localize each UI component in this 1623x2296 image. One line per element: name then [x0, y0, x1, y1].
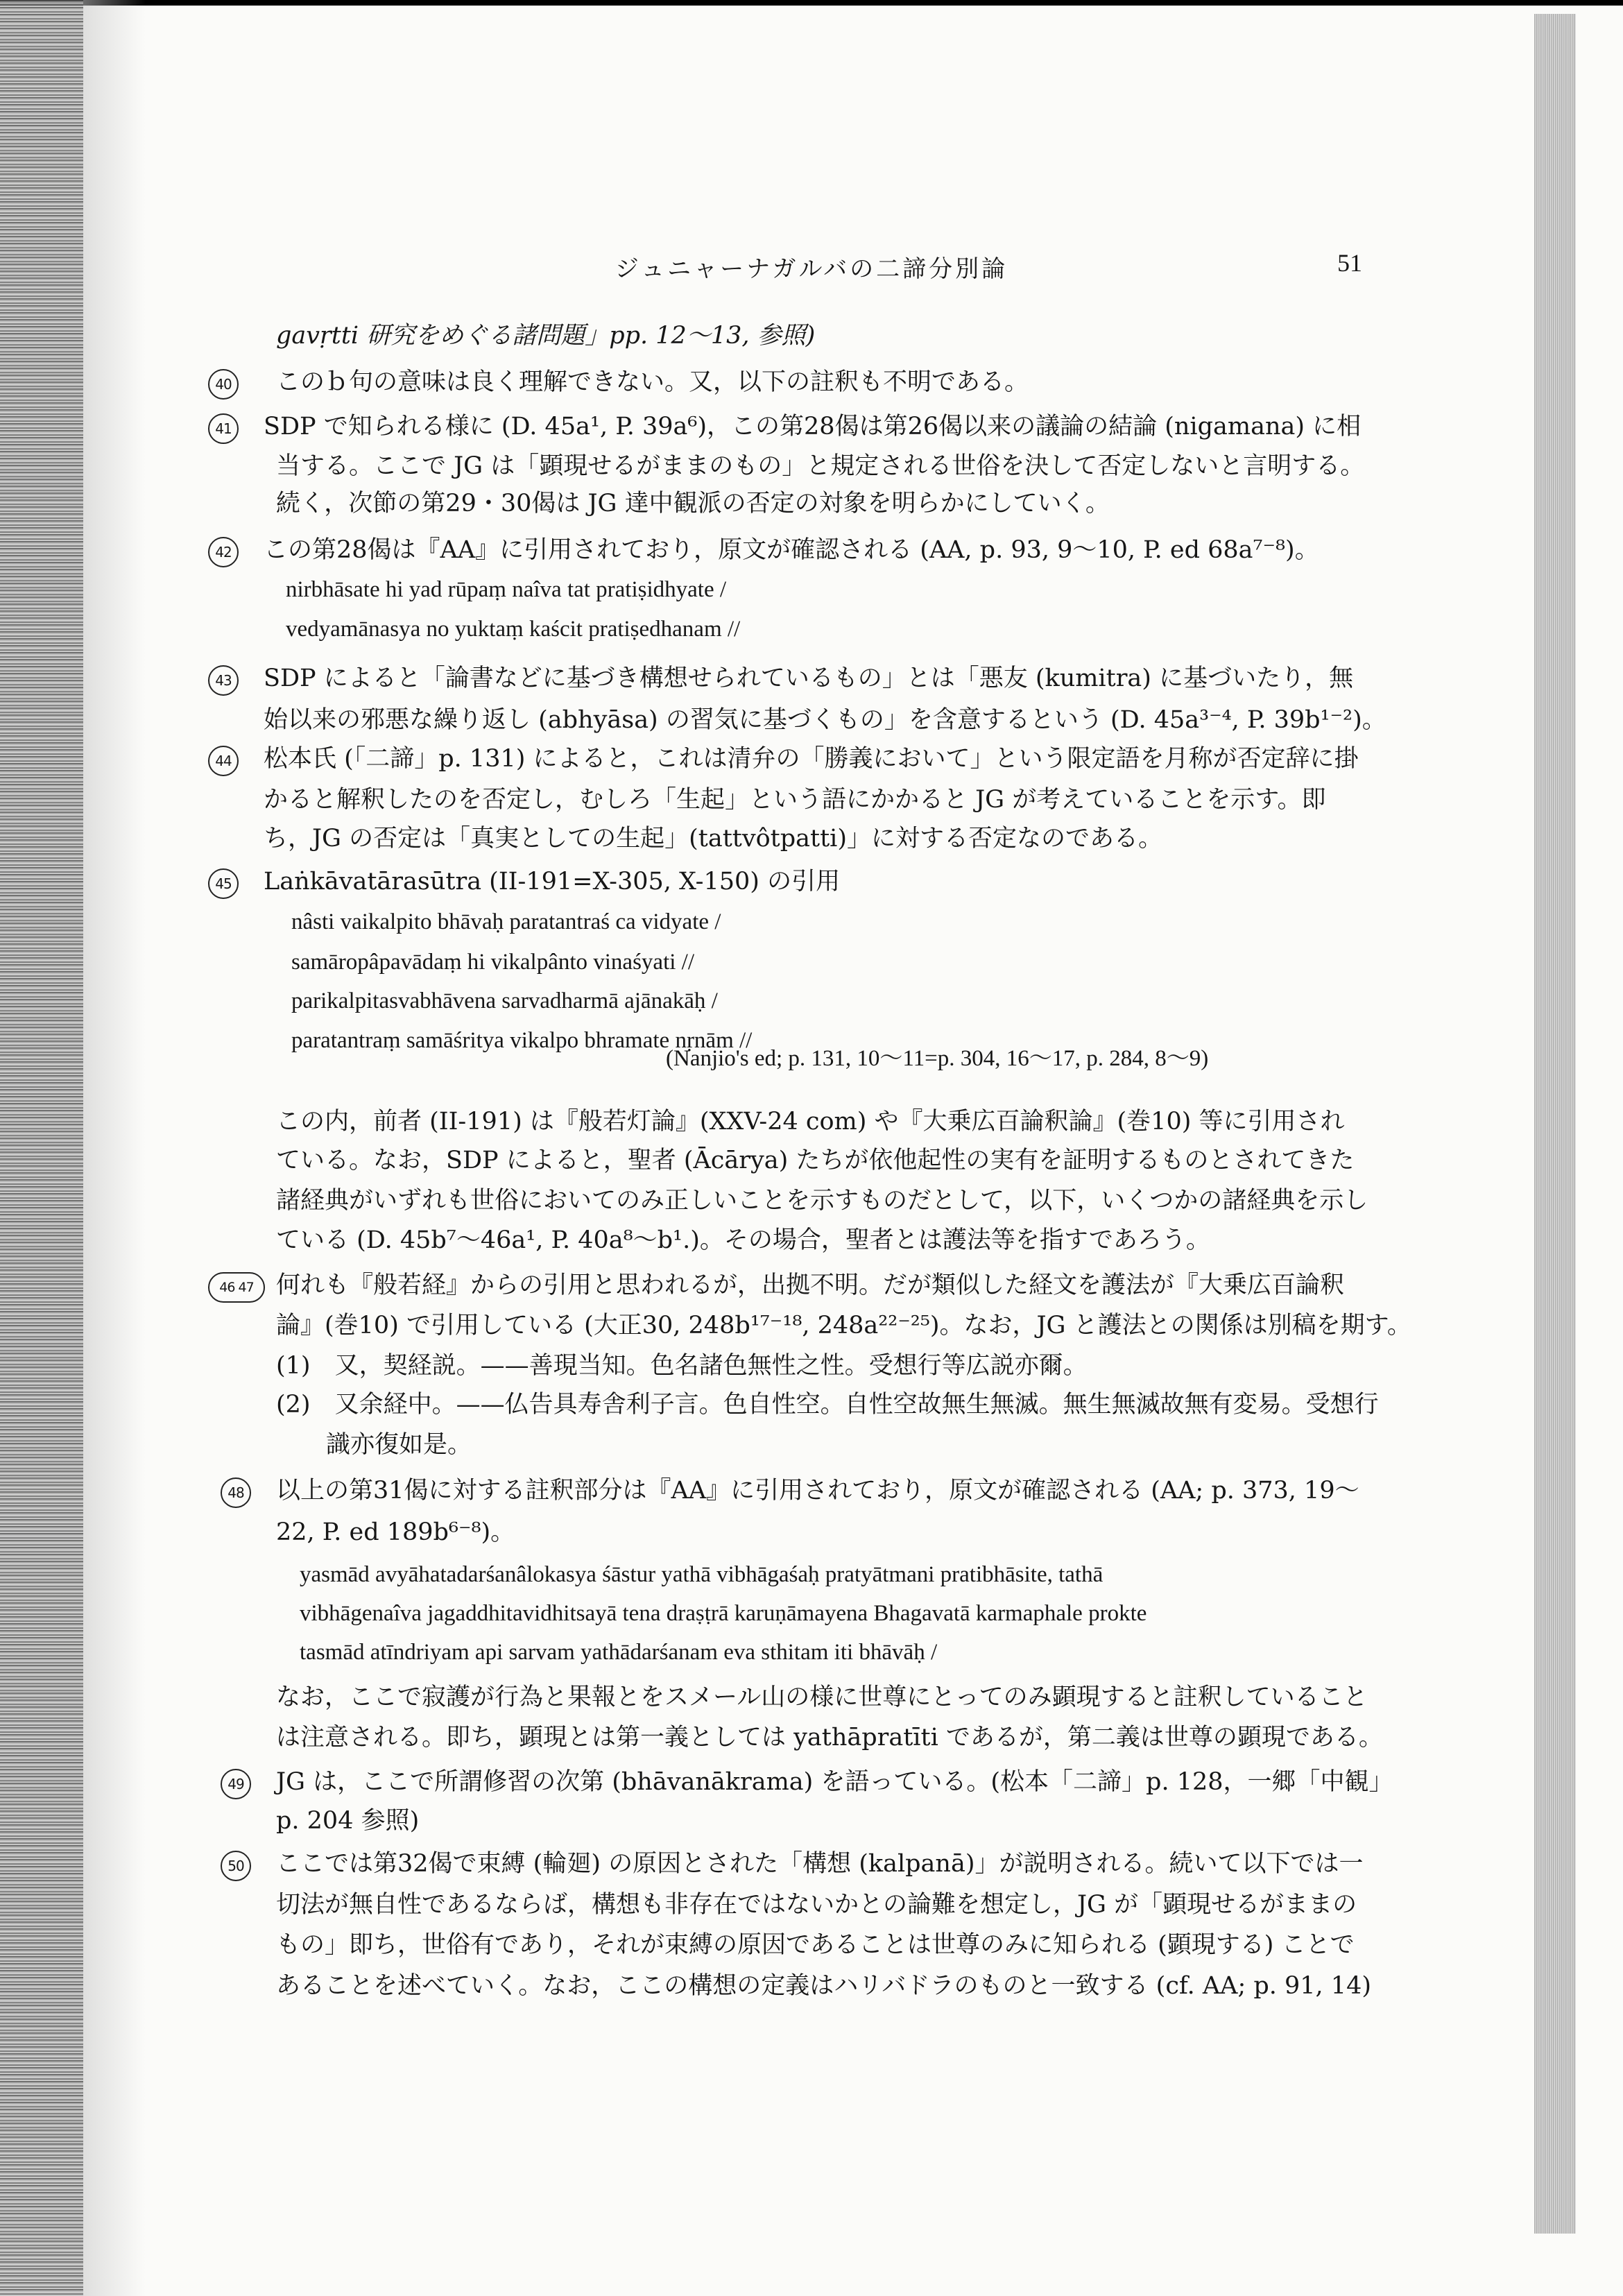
note-45-body-line: この内，前者 (II-191) は『般若灯論』(XXV-24 com) や『大乗広百論釈論』(巻10) 等に引用され [276, 1108, 1345, 1136]
note-50-line-2: 切法が無自性であるならば，構想も非存在ではないかとの論難を想定し，JG が「顕現せるがままの [276, 1891, 1357, 1919]
note-41-line-2: 当する。ここで JG は「顕現せるがままのもの」と規定される世俗を決して否定しないと言明する。 [276, 452, 1365, 480]
note-41-line-1: SDP で知られる様に (D. 45a¹, P. 39a⁶)，この第28偈は第26偈以来の議論の結論 (nigamana) に相 [264, 413, 1362, 440]
note-50-line-3: もの」即ち，世俗有であり，それが束縛の原因であることは世尊のみに知られる (顕現する) ことで [276, 1931, 1355, 1959]
note-48-body-line: なお，ここで寂護が行為と果報とをスメール山の様に世尊にとってのみ顕現すると註釈していること [276, 1684, 1368, 1711]
note-48-body-line: は注意される。即ち，顕現とは第一義としては yathāpratīti であるが，第二義は世尊の顕現である。 [276, 1724, 1383, 1751]
note-marker-50: 50 [221, 1851, 251, 1881]
note-marker-42: 42 [208, 537, 239, 567]
scan-right-binding [1534, 14, 1576, 2234]
note-marker-49: 49 [221, 1769, 251, 1799]
note-41-line-3: 続く，次節の第29・30偈は JG 達中観派の否定の対象を明らかにしていく。 [276, 490, 1110, 517]
note-45-body-line: ている。なお，SDP によると，聖者 (Ācārya) たちが依他起性の実有を証明するものとされてきた [276, 1147, 1355, 1174]
note-45-body-line: 諸経典がいずれも世俗においてのみ正しいことを示すものだとして，以下，いくつかの諸経典を示し [276, 1187, 1368, 1215]
note-marker-48: 48 [221, 1477, 251, 1508]
scan-top-edge [0, 0, 1623, 6]
scan-left-shadow [0, 0, 83, 2296]
note-49-line-1: JG は，ここで所謂修習の次第 (bhāvanākrama) を語っている。(松本「二諦」p. 128，一郷「中観」 [276, 1768, 1393, 1796]
note-marker-45: 45 [208, 868, 239, 899]
note-marker-46-47: 46 47 [208, 1272, 265, 1303]
sutra-quote-1: (1) 又，契経説。——善現当知。色名諸色無性之性。受想行等広説亦爾。 [276, 1352, 1088, 1380]
note-45-body-line: ている (D. 45b⁷〜46a¹, P. 40a⁸〜b¹.)。その場合，聖者とは護法等を指すであろう。 [276, 1226, 1210, 1254]
note-42-line-1: この第28偈は『AA』に引用されており，原文が確認される (AA, p. 93, 9〜10, P. ed 68a⁷⁻⁸)。 [264, 536, 1319, 564]
note-46-47-line-1: 何れも『般若経』からの引用と思われるが，出拠不明。だが類似した経文を護法が『大乗広百論釈 [276, 1271, 1345, 1299]
sanskrit-verse-line: samāropâpavādaṃ hi vikalpânto vinaśyati // [291, 950, 694, 975]
sutra-quote-2-cont: 識亦復如是。 [326, 1431, 472, 1459]
running-header-title: ジュニャーナガルバの二諦分別論 [615, 255, 1008, 283]
sanskrit-verse-line: paratantraṃ samāśritya vikalpo bhramate nṛnām // [291, 1028, 753, 1053]
note-45-line-1: Laṅkāvatārasūtra (II-191=X-305, X-150) の引用 [264, 868, 841, 896]
sanskrit-prose-line: vibhāgenaîva jagaddhitavidhitsayā tena draṣṭrā karuṇāmayena Bhagavatā karmaphale prokte [300, 1601, 1147, 1626]
note-44-line-1: 松本氏 (「二諦」p. 131) によると，これは清弁の「勝義において」という限定語を月称が否定辞に掛 [264, 745, 1359, 773]
note-48-line-2: 22, P. ed 189b⁶⁻⁸)。 [276, 1518, 515, 1546]
sanskrit-prose-line: yasmād avyāhatadarśanâlokasya śāstur yathā vibhāgaśaḥ pratyātmani pratibhāsite, tathā [300, 1562, 1104, 1587]
sanskrit-prose-line: tasmād atīndriyam api sarvam yathādarśanam eva sthitam iti bhāvāḥ / [300, 1640, 938, 1665]
note-50-line-1: ここでは第32偈で束縛 (輪廻) の原因とされた「構想 (kalpanā)」が説明される。続いて以下では一 [276, 1850, 1364, 1878]
sanskrit-verse-line: parikalpitasvabhāvena sarvadharmā ajānakāḥ / [291, 988, 718, 1013]
note-marker-40: 40 [208, 369, 239, 400]
sanskrit-verse-line: nâsti vaikalpito bhāvaḥ paratantraś ca vidyate / [291, 909, 721, 934]
page-number: 51 [1337, 249, 1362, 277]
citation-line: (Nanjio's ed; p. 131, 10〜11=p. 304, 16〜17, p. 284, 8〜9) [666, 1046, 1209, 1071]
note-50-line-4: あることを述べていく。なお，ここの構想の定義はハリバドラのものと一致する (cf. AA; p. 91, 14) [276, 1972, 1371, 2000]
note-continuation-line: gavṛtti 研究をめぐる諸問題」pp. 12〜13, 参照) [276, 322, 816, 350]
note-40-line: このｂ句の意味は良く理解できない。又，以下の註釈も不明である。 [276, 368, 1029, 396]
note-marker-43: 43 [208, 665, 239, 696]
note-46-47-line-2: 論』(巻10) で引用している (大正30, 248b¹⁷⁻¹⁸, 248a²²⁻²⁵)。なお，JG と護法との関係は別稿を期す。 [276, 1312, 1411, 1339]
note-44-line-3: ち，JG の否定は「真実としての生起」(tattvôtpatti)」に対する否定なのである。 [264, 825, 1162, 853]
note-48-line-1: 以上の第31偈に対する註釈部分は『AA』に引用されており，原文が確認される (AA; p. 373, 19〜 [276, 1477, 1359, 1505]
sanskrit-verse-line: vedyamānasya no yuktaṃ kaścit pratiṣedhanam // [286, 617, 741, 642]
scan-left-fade [83, 0, 146, 2296]
note-49-line-2: p. 204 参照) [276, 1807, 420, 1835]
note-marker-41: 41 [208, 413, 239, 444]
note-marker-44: 44 [208, 746, 239, 776]
note-43-line-1: SDP によると「論書などに基づき構想せられているもの」とは「悪友 (kumitra) に基づいたり，無 [264, 665, 1354, 692]
note-44-line-2: かると解釈したのを否定し，むしろ「生起」という語にかかると JG が考えていることを示す。即 [264, 786, 1326, 814]
sanskrit-verse-line: nirbhāsate hi yad rūpaṃ naîva tat pratiṣidhyate / [286, 577, 727, 602]
note-43-line-2: 始以来の邪悪な繰り返し (abhyāsa) の習気に基づくもの」を含意するという (D. 45a³⁻⁴, P. 39b¹⁻²)。 [264, 706, 1386, 734]
sutra-quote-2: (2) 又余経中。——仏告具寿舎利子言。色自性空。自性空故無生無滅。無生無滅故無有変易。受想行 [276, 1391, 1379, 1419]
